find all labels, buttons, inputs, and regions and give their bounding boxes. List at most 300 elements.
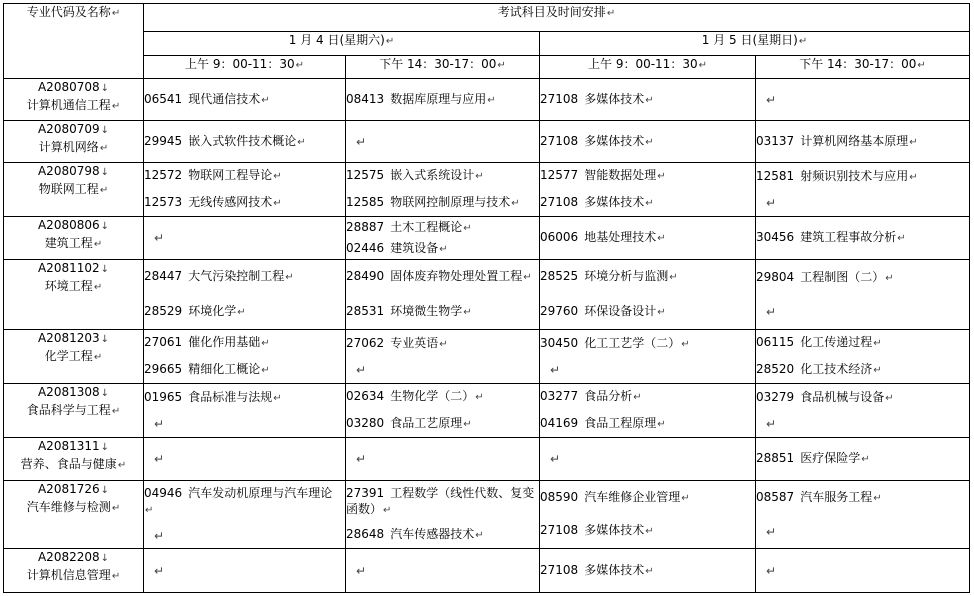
course-code: 03277 [540,389,579,404]
course-title: 嵌入式系统设计 [390,168,475,183]
exam-entry [346,388,539,406]
exam-slot-cell [144,121,346,163]
major-code [4,163,143,181]
exam-slot-list [346,217,539,259]
exam-slot-list [540,260,755,329]
exam-slot-cell [756,260,970,330]
am-slot-label: 上午 9：00-11：30 [588,57,698,71]
table-row [4,79,970,121]
course-code: 27108 [540,194,579,209]
exam-slot-cell [144,79,346,121]
course-title: 地基处理技术 [584,230,657,244]
empty-line-mark: ↵ [766,524,777,539]
major-cell [4,438,144,481]
empty-slot-mark: ↵ [766,92,777,107]
return-mark: ↵ [237,306,246,318]
major-cell [4,549,144,593]
course-code: 04946 [144,486,183,501]
course-title: 专业英语 [390,335,439,350]
exam-entry [756,361,969,379]
course-title: 数据库原理与应用 [390,91,487,106]
exam-slot-list [756,79,969,120]
return-mark: ↵ [475,171,484,183]
exam-slot-list [144,79,345,120]
exam-entry [144,133,345,151]
major-name [4,139,143,157]
course-code: 08413 [346,91,385,106]
exam-slot-list [540,549,755,592]
exam-slot-list [144,438,345,480]
major-code-text: A2081203 [37,331,100,345]
exam-entry [144,485,345,519]
major-name [4,181,143,199]
major-name [4,499,143,517]
course-title: 食品工程原理 [584,415,657,430]
exam-slot-list [144,163,345,216]
exam-slot-cell [144,438,346,481]
return-mark: ↵ [261,364,270,376]
exam-entry [346,268,539,286]
course-title: 建筑设备 [390,240,439,255]
exam-slot-cell [756,121,970,163]
course-title: 食品工艺原理 [390,415,463,430]
major-code-text: A2080806 [37,218,100,232]
exam-schedule-table [3,3,970,593]
exam-slot-list [756,549,969,592]
course-title: 化工技术经济 [800,361,873,376]
exam-slot-cell [540,438,756,481]
table-row [4,481,970,549]
course-code: 01965 [144,389,183,404]
exam-slot-cell [144,260,346,330]
exam-slot-list [144,384,345,437]
exam-entry [756,269,969,287]
exam-entry [540,133,755,151]
course-title: 嵌入式软件技术概论 [188,133,297,148]
course-code: 03279 [756,389,795,404]
line-break-mark: ↓ [100,264,110,275]
return-mark: ↵ [657,306,666,318]
course-code: 30450 [540,335,579,350]
return-mark: ↵ [657,171,666,183]
return-mark: ↵ [439,243,448,255]
empty-line-mark: ↵ [766,305,777,320]
exam-slot-cell [144,330,346,384]
major-cell [4,217,144,260]
return-mark: ↵ [798,36,808,47]
course-title: 射频识别技术与应用 [800,168,909,183]
course-code: 12573 [144,194,183,209]
course-title: 食品标准与法规 [188,389,273,404]
exam-slot-cell [756,163,970,217]
line-break-mark: ↓ [100,334,110,345]
course-code: 08587 [756,490,795,505]
line-break-mark: ↓ [100,553,110,564]
course-code: 29804 [756,269,795,284]
major-code [4,217,143,235]
table-row [4,384,970,438]
course-title: 固体废弃物处理处置工程 [390,269,523,284]
exam-slot-cell [144,217,346,260]
table-row [4,163,970,217]
exam-slot-list [756,121,969,162]
major-name [4,348,143,366]
major-cell [4,79,144,121]
return-mark: ↵ [385,36,395,47]
exam-entry [346,240,539,258]
return-mark: ↵ [93,239,103,250]
exam-entry [756,133,969,151]
exam-slot-cell [756,481,970,549]
empty-slot-mark: ↵ [356,452,367,466]
exam-slot-cell [756,79,970,121]
course-title: 物联网工程导论 [188,168,273,183]
exam-entry [540,194,755,212]
course-code: 27061 [144,335,183,350]
header-day2 [540,32,970,56]
course-title: 汽车服务工程 [800,490,873,505]
return-mark: ↵ [897,233,906,244]
return-mark: ↵ [117,460,127,471]
exam-entry [540,268,755,286]
exam-slot-cell [346,121,540,163]
return-mark: ↵ [111,503,121,514]
header-day1-label: 1 月 4 日(星期六) [288,33,385,47]
course-code: 28851 [756,451,795,465]
exam-entry [540,335,755,353]
exam-entry [144,268,345,286]
course-title: 汽车发动机原理与汽车理论 [188,486,333,501]
return-mark: ↵ [99,143,109,154]
major-code-text: A2081308 [37,385,100,399]
major-code [4,438,143,456]
exam-slot-list [756,163,969,216]
line-break-mark: ↓ [100,167,110,178]
course-title: 计算机网络基本原理 [800,133,909,148]
exam-entry [756,334,969,352]
exam-slot-list [540,121,755,162]
exam-slot-cell [346,384,540,438]
return-mark: ↵ [633,392,642,404]
empty-slot-mark: ↵ [766,563,777,578]
return-mark: ↵ [645,136,654,148]
exam-entry [756,489,969,507]
exam-entry [346,194,539,212]
course-code: 12581 [756,168,795,183]
exam-slot-list [540,217,755,259]
exam-slot-cell [540,330,756,384]
exam-slot-list [756,438,969,480]
empty-slot-mark: ↵ [550,452,561,466]
course-code: 06115 [756,335,795,350]
line-break-mark: ↓ [100,125,110,136]
table-row [4,121,970,163]
line-break-mark: ↓ [100,83,110,94]
course-title: 环境微生物学 [390,303,463,318]
return-mark: ↵ [497,60,506,71]
course-code: 29760 [540,303,579,318]
exam-slot-cell [540,121,756,163]
exam-slot-cell [346,481,540,549]
exam-entry [346,485,539,519]
header-major-column [4,4,144,79]
major-code-text: A2082208 [37,550,100,564]
exam-slot-cell [346,330,540,384]
return-mark: ↵ [261,338,270,350]
course-title: 环境分析与监测 [584,269,669,284]
course-title: 生物化学（二） [390,389,475,404]
exam-slot-list [144,121,345,162]
course-code: 28531 [346,303,385,318]
header-day1-am [144,56,346,79]
return-mark: ↵ [145,505,154,517]
major-code-text: A2081726 [37,482,100,496]
major-code-text: A2081102 [37,261,100,275]
return-mark: ↵ [463,222,472,234]
course-code: 03137 [756,133,795,148]
return-mark: ↵ [523,272,532,284]
empty-line-mark: ↵ [766,196,777,211]
course-title: 多媒体技术 [584,562,645,577]
exam-entry [346,526,539,544]
return-mark: ↵ [511,197,520,209]
exam-slot-list [144,481,345,548]
exam-entry [540,303,755,321]
exam-entry [346,335,539,353]
exam-slot-list [346,549,539,592]
course-code: 28648 [346,527,385,542]
return-mark: ↵ [273,197,282,209]
course-title: 工程数学（线性代数、复变函数） [346,485,535,516]
course-code: 27108 [540,523,579,538]
course-code: 29665 [144,361,183,376]
course-code: 12585 [346,194,385,209]
table-row [4,260,970,330]
return-mark: ↵ [909,136,918,148]
course-title: 物联网控制原理与技术 [390,194,511,209]
return-mark: ↵ [383,504,392,516]
course-code: 27108 [540,133,579,148]
header-day1 [144,32,540,56]
major-cell [4,121,144,163]
major-name-text: 环境工程 [44,279,93,293]
exam-entry [144,194,345,212]
course-title: 食品分析 [584,389,633,404]
exam-entry [540,388,755,406]
exam-slot-list [756,384,969,437]
table-row [4,549,970,593]
major-name [4,278,143,296]
exam-slot-cell [540,163,756,217]
course-title: 汽车传感器技术 [390,527,475,542]
exam-slot-list [346,121,539,162]
exam-slot-list [540,384,755,437]
exam-slot-list [144,330,345,383]
course-code: 28490 [346,269,385,284]
exam-slot-cell [346,260,540,330]
major-code [4,79,143,97]
exam-slot-cell [346,217,540,260]
exam-slot-cell [346,438,540,481]
course-code: 28887 [346,219,385,234]
empty-slot-mark: ↵ [154,452,165,466]
major-name [4,567,143,585]
return-mark: ↵ [285,272,294,284]
return-mark: ↵ [885,272,894,284]
header-day1-pm [346,56,540,79]
exam-entry [144,167,345,185]
course-title: 催化作用基础 [188,335,261,350]
major-name-text: 营养、食品与健康 [20,457,117,471]
return-mark: ↵ [917,60,926,71]
empty-slot-mark: ↵ [154,563,165,578]
return-mark: ↵ [463,418,472,430]
exam-slot-cell [144,384,346,438]
exam-slot-cell [540,217,756,260]
exam-slot-list [756,260,969,329]
exam-entry [346,167,539,185]
return-mark: ↵ [295,60,304,71]
return-mark: ↵ [439,338,448,350]
major-name-text: 建筑工程 [44,236,93,250]
major-code [4,260,143,278]
exam-slot-list [346,79,539,120]
exam-entry [540,489,755,507]
exam-entry [756,389,969,407]
course-title: 大气污染控制工程 [188,269,285,284]
exam-slot-cell [540,384,756,438]
exam-slot-list [346,481,539,548]
major-name [4,235,143,253]
exam-entry [756,229,969,247]
course-title: 化工工艺学（二） [584,335,681,350]
header-title-cell [144,4,970,32]
major-code-text: A2080709 [37,122,100,136]
major-name-text: 食品科学与工程 [26,403,111,417]
exam-entry [540,415,755,433]
course-code: 28525 [540,269,579,284]
return-mark: ↵ [698,60,707,71]
return-mark: ↵ [681,492,690,504]
return-mark: ↵ [873,364,882,376]
course-code: 06006 [540,230,579,244]
exam-entry [540,167,755,185]
return-mark: ↵ [93,352,103,363]
line-break-mark: ↓ [100,221,110,232]
major-name-text: 汽车维修与检测 [26,500,111,514]
empty-line-mark: ↵ [766,417,777,432]
exam-entry [144,91,345,109]
exam-entry [540,522,755,540]
return-mark: ↵ [463,306,472,318]
exam-slot-list [346,163,539,216]
am-slot-label: 上午 9：00-11：30 [185,57,295,71]
exam-slot-cell [756,217,970,260]
exam-slot-cell [346,79,540,121]
major-code [4,549,143,567]
major-code-text: A2080708 [37,80,100,94]
return-mark: ↵ [487,94,496,106]
return-mark: ↵ [873,493,882,505]
header-day2-pm [756,56,970,79]
course-title: 工程制图（二） [800,269,885,284]
major-cell [4,384,144,438]
exam-entry [346,415,539,433]
return-mark: ↵ [111,101,121,112]
exam-entry [346,303,539,321]
exam-slot-list [756,217,969,259]
return-mark: ↵ [273,392,282,404]
table-row [4,330,970,384]
exam-slot-cell [756,384,970,438]
exam-slot-cell [756,438,970,481]
exam-entry [346,219,539,237]
exam-slot-list [346,438,539,480]
exam-slot-list [540,163,755,216]
return-mark: ↵ [475,392,484,404]
empty-line-mark: ↵ [550,363,561,378]
major-code [4,330,143,348]
return-mark: ↵ [645,94,654,106]
exam-slot-list [540,438,755,480]
return-mark: ↵ [273,171,282,183]
course-code: 28520 [756,361,795,376]
exam-slot-cell [756,549,970,593]
exam-slot-cell [144,163,346,217]
empty-slot-mark: ↵ [154,231,165,245]
course-code: 02634 [346,389,385,404]
exam-slot-list [540,79,755,120]
exam-slot-list [756,330,969,383]
major-name-text: 计算机网络 [38,140,99,154]
exam-slot-cell [346,549,540,593]
course-title: 土木工程概论 [390,219,463,234]
course-title: 环保设备设计 [584,303,657,318]
return-mark: ↵ [657,233,666,244]
course-code: 08590 [540,489,579,504]
course-code: 03280 [346,415,385,430]
major-cell [4,163,144,217]
exam-slot-list [346,330,539,383]
major-cell [4,330,144,384]
return-mark: ↵ [261,94,270,106]
header-title: 考试科目及时间安排 [497,5,606,19]
header-major-label: 专业代码及名称 [26,5,111,19]
exam-entry [540,91,755,109]
course-title: 环境化学 [188,303,237,318]
return-mark: ↵ [645,197,654,209]
course-title: 食品机械与设备 [800,389,885,404]
return-mark: ↵ [645,526,654,538]
return-mark: ↵ [93,282,103,293]
course-title: 汽车维修企业管理 [584,489,681,504]
course-code: 27062 [346,335,385,350]
return-mark: ↵ [606,8,616,19]
exam-entry [144,303,345,321]
return-mark: ↵ [873,338,882,350]
major-cell [4,260,144,330]
empty-line-mark: ↵ [154,528,165,543]
major-name-text: 物联网工程 [38,182,99,196]
exam-slot-cell [144,481,346,549]
course-title: 精细化工概论 [188,361,261,376]
course-title: 医疗保险学 [800,451,861,465]
major-name [4,456,143,474]
course-code: 30456 [756,230,795,244]
course-title: 多媒体技术 [584,523,645,538]
course-title: 智能数据处理 [584,168,657,183]
exam-slot-cell [540,79,756,121]
